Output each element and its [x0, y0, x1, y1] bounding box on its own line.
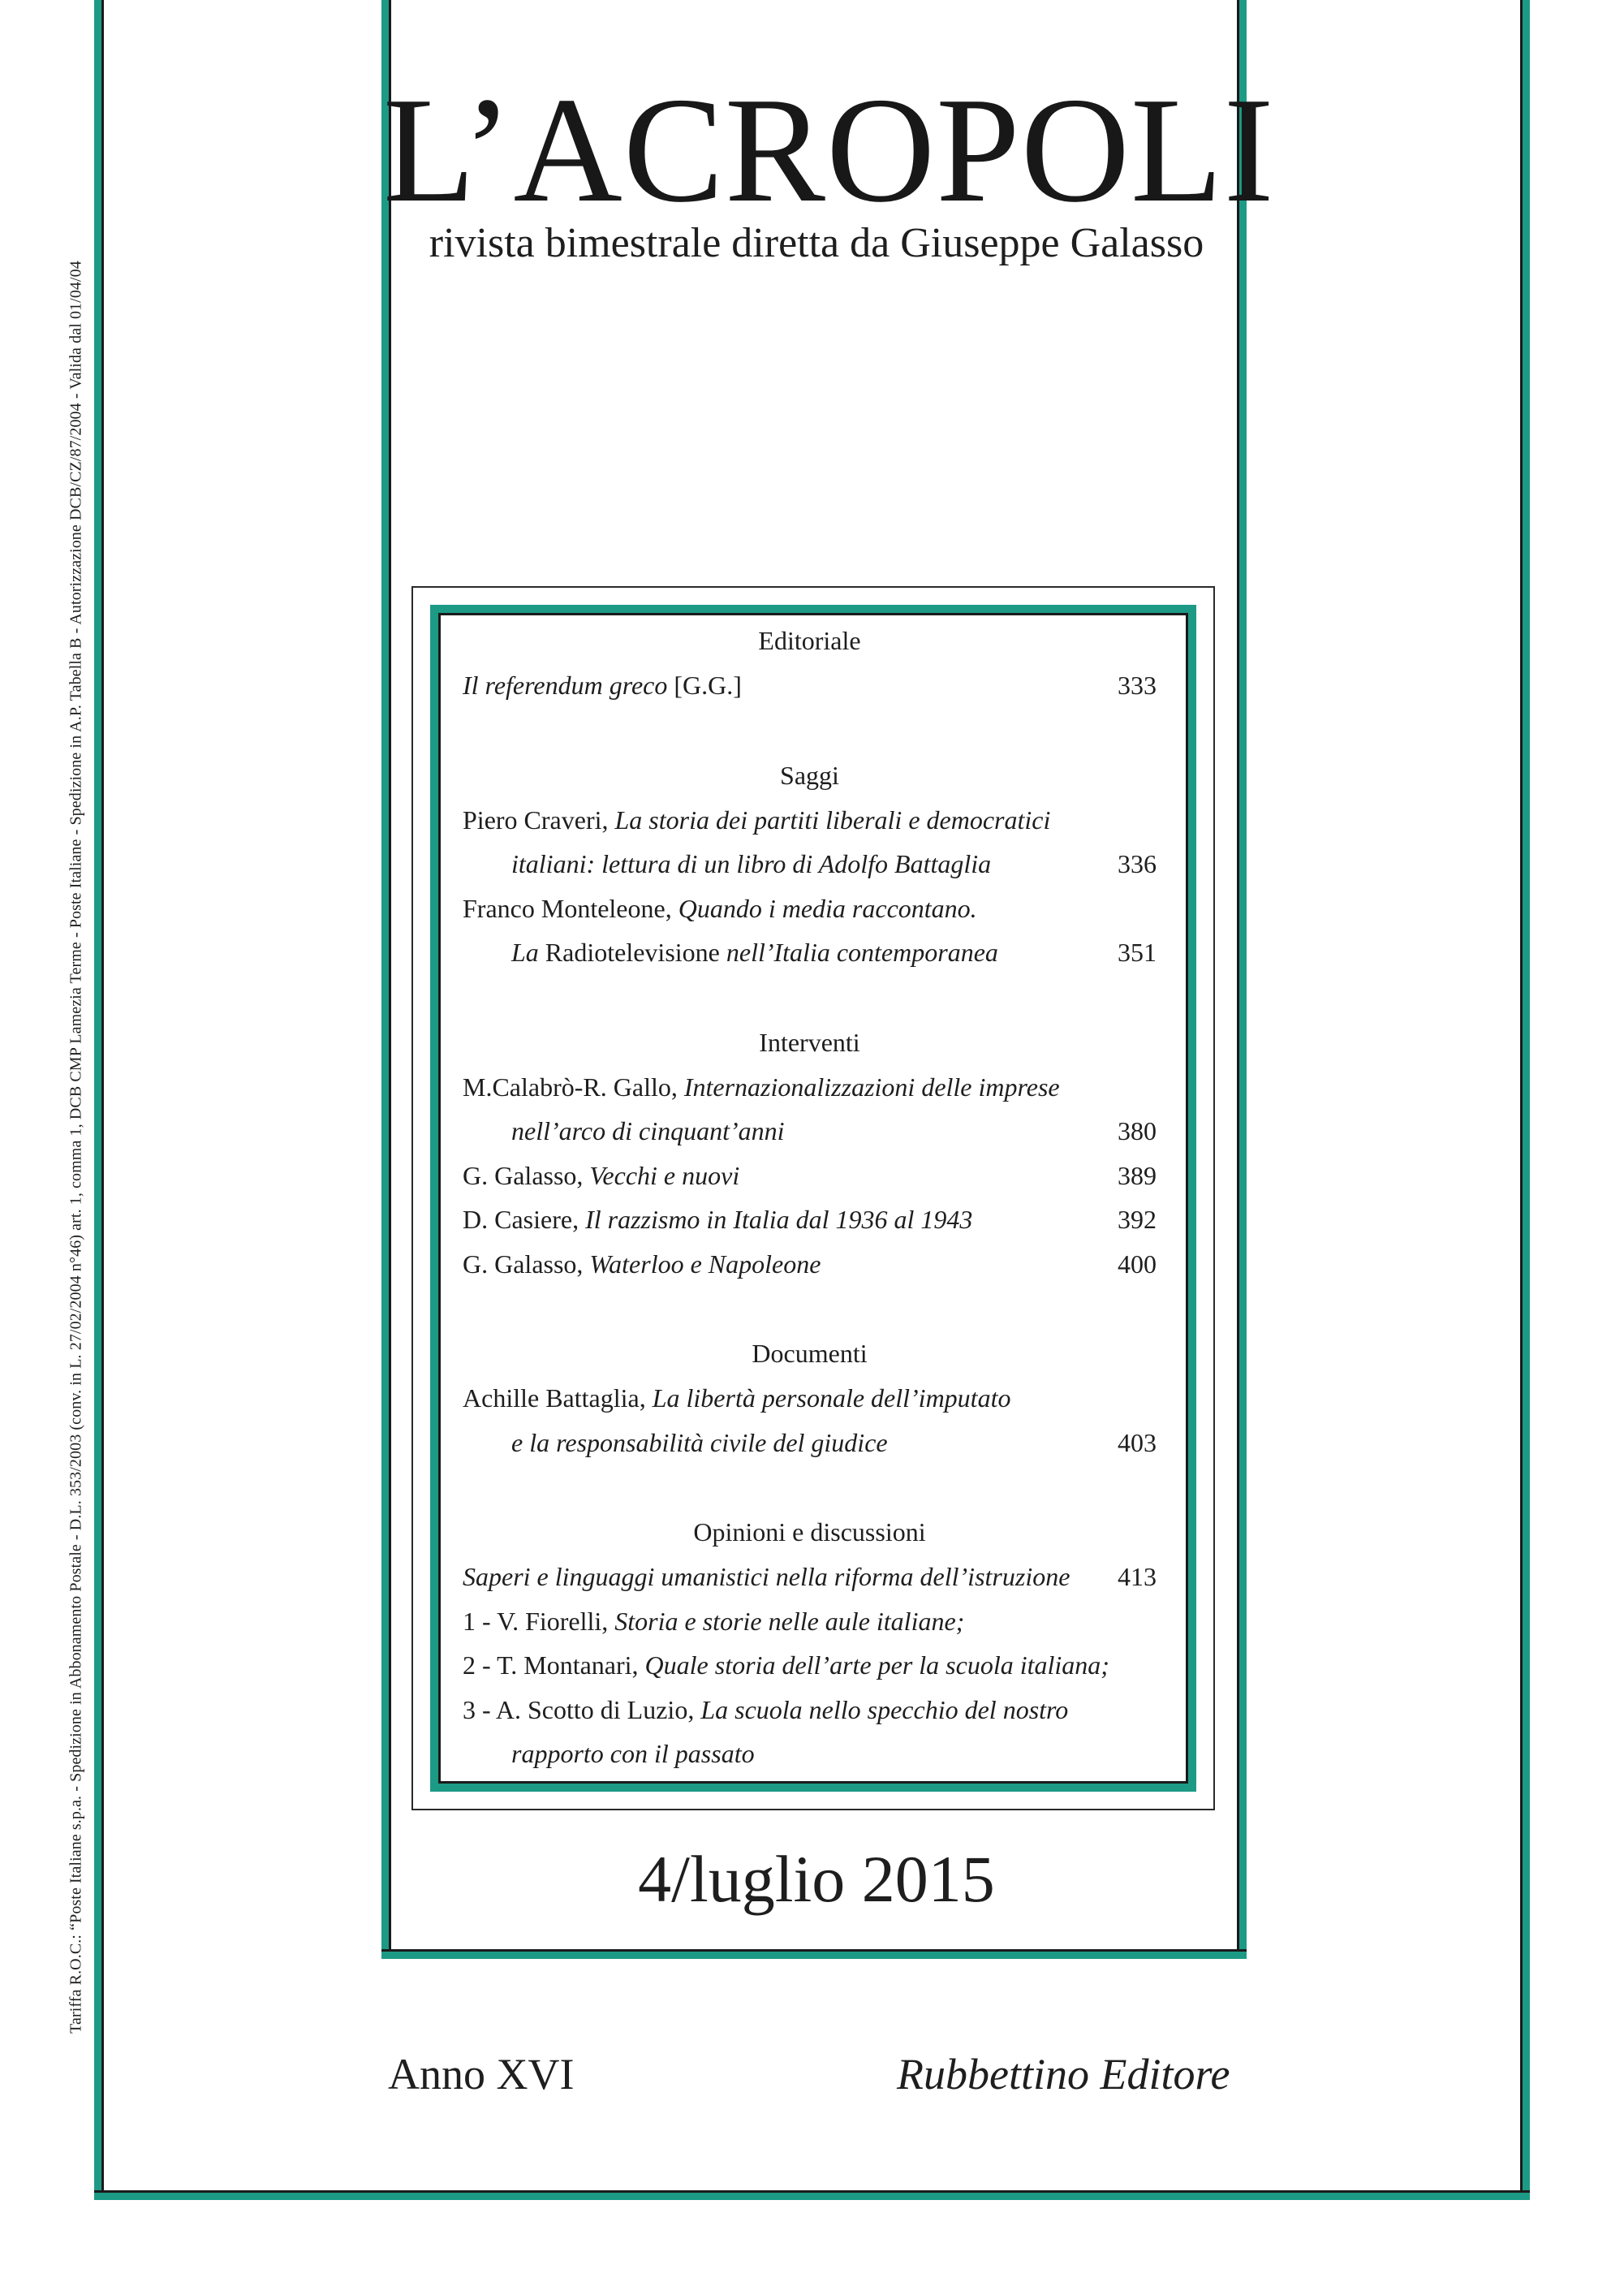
journal-subtitle: rivista bimestrale diretta da Giuseppe Galasso — [429, 220, 1204, 266]
toc-entry — [463, 887, 1157, 931]
toc-entry-continuation — [463, 1109, 1157, 1154]
entry-author: 1 - V. Fiorelli, — [463, 1606, 615, 1636]
section-heading-editoriale: Editoriale — [758, 626, 861, 655]
frame-left-teal-line — [94, 0, 101, 2200]
toc-entry — [463, 1643, 1157, 1688]
frame-left-dark-line — [101, 0, 104, 2200]
entry-title: Vecchi e nuovi — [589, 1160, 740, 1190]
entry-title: La scuola nello specchio del nostro — [700, 1694, 1069, 1724]
toc-entry — [463, 1688, 1157, 1732]
issue-number: 4/luglio 2015 — [638, 1842, 995, 1916]
toc-entry-continuation — [463, 1421, 1157, 1465]
column-bottom-teal-line — [381, 1952, 1247, 1959]
page-number: 403 — [1118, 1427, 1157, 1457]
entry-title: Quale storia dell’arte per la scuola italiana; — [644, 1650, 1109, 1680]
entry-title-part: nell’Italia contemporanea — [726, 938, 998, 967]
entry-title-part: Radiotelevisione — [538, 938, 726, 967]
entry-author: G. Galasso, — [463, 1160, 590, 1190]
entry-title-part: La — [511, 938, 539, 967]
toc-entry — [463, 798, 1157, 843]
toc-entry-continuation — [463, 1732, 1157, 1776]
entry-title: La storia dei partiti liberali e democratici — [614, 805, 1051, 835]
entry-title: Il referendum greco — [463, 671, 668, 700]
entry-author: Franco Monteleone, — [463, 893, 678, 923]
toc-entry-continuation — [463, 842, 1157, 887]
toc-entry — [463, 1154, 1157, 1198]
entry-title: italiani: lettura di un libro di Adolfo Battaglia — [511, 849, 992, 878]
page-number: 380 — [1118, 1116, 1157, 1145]
entry-author: M.Calabrò-R. Gallo, — [463, 1072, 684, 1102]
entry-author: D. Casiere, — [463, 1205, 586, 1234]
entry-author: Achille Battaglia, — [463, 1383, 653, 1413]
entry-title: e la responsabilità civile del giudice — [511, 1427, 888, 1457]
page-number: 389 — [1118, 1160, 1157, 1190]
toc-entry — [463, 1376, 1157, 1421]
entry-title: Il razzismo in Italia dal 1936 al 1943 — [585, 1205, 973, 1234]
page-number: 413 — [1118, 1562, 1157, 1591]
entry-author: Piero Craveri, — [463, 805, 615, 835]
entry-title: Waterloo e Napoleone — [589, 1249, 821, 1279]
entry-author: 3 - A. Scotto di Luzio, — [463, 1694, 701, 1724]
toc-entry — [463, 1242, 1157, 1287]
frame-bottom-teal-line — [94, 2193, 1530, 2200]
toc-entry — [463, 1065, 1157, 1110]
column-right-teal-line — [1239, 0, 1247, 1959]
table-of-contents — [463, 619, 1157, 1776]
entry-title: nell’arco di cinquant’anni — [511, 1116, 785, 1145]
section-heading-interventi: Interventi — [759, 1027, 860, 1057]
postal-note: Tariffa R.O.C.: “Poste Italiane s.p.a. - Spedizione in Abbonamento Postale - D.L. 353/2003 (conv. in L. 27/02/2004 n°46) art. 1, comma 1, DCB CMP Lamezia Terme - Poste Italiane - Spedizione in A.P. Tabella B - Autorizzazione DCB/CZ/87/2004 - Valida dal 01/04/04 — [67, 261, 85, 2034]
column-left-dark-line — [389, 0, 391, 1959]
entry-title: Storia e storie nelle aule italiane; — [614, 1606, 965, 1636]
page-number: 392 — [1118, 1205, 1157, 1234]
page-number: 333 — [1118, 671, 1157, 700]
publisher-name: Rubbettino Editore — [897, 2050, 1230, 2099]
entry-title: rapporto con il passato — [511, 1739, 755, 1768]
entry-author: [G.G.] — [667, 671, 742, 700]
entry-author: G. Galasso, — [463, 1249, 590, 1279]
section-heading-saggi: Saggi — [780, 760, 839, 790]
column-left-teal-line — [381, 0, 389, 1959]
page-number: 400 — [1118, 1249, 1157, 1279]
section-heading-opinioni: Opinioni e discussioni — [693, 1517, 926, 1547]
frame-right-teal-line — [1523, 0, 1530, 2200]
toc-entry — [463, 1555, 1157, 1599]
journal-title: L’ACROPOLI — [383, 67, 1275, 234]
entry-title: Saperi e linguaggi umanistici nella riforma dell’istruzione — [463, 1562, 1070, 1591]
toc-entry-continuation — [463, 930, 1157, 975]
section-heading-documenti: Documenti — [752, 1339, 868, 1368]
toc-entry — [463, 1197, 1157, 1242]
page-number: 351 — [1118, 938, 1157, 967]
toc-entry — [463, 1599, 1157, 1644]
entry-author: 2 - T. Montanari, — [463, 1650, 645, 1680]
entry-title: Quando i media raccontano. — [678, 893, 977, 923]
entry-title: Internazionalizzazioni delle imprese — [683, 1072, 1060, 1102]
entry-title: La libertà personale dell’imputato — [652, 1383, 1011, 1413]
page-number: 336 — [1118, 849, 1157, 878]
toc-entry — [463, 663, 1157, 708]
year-label: Anno XVI — [388, 2050, 575, 2099]
